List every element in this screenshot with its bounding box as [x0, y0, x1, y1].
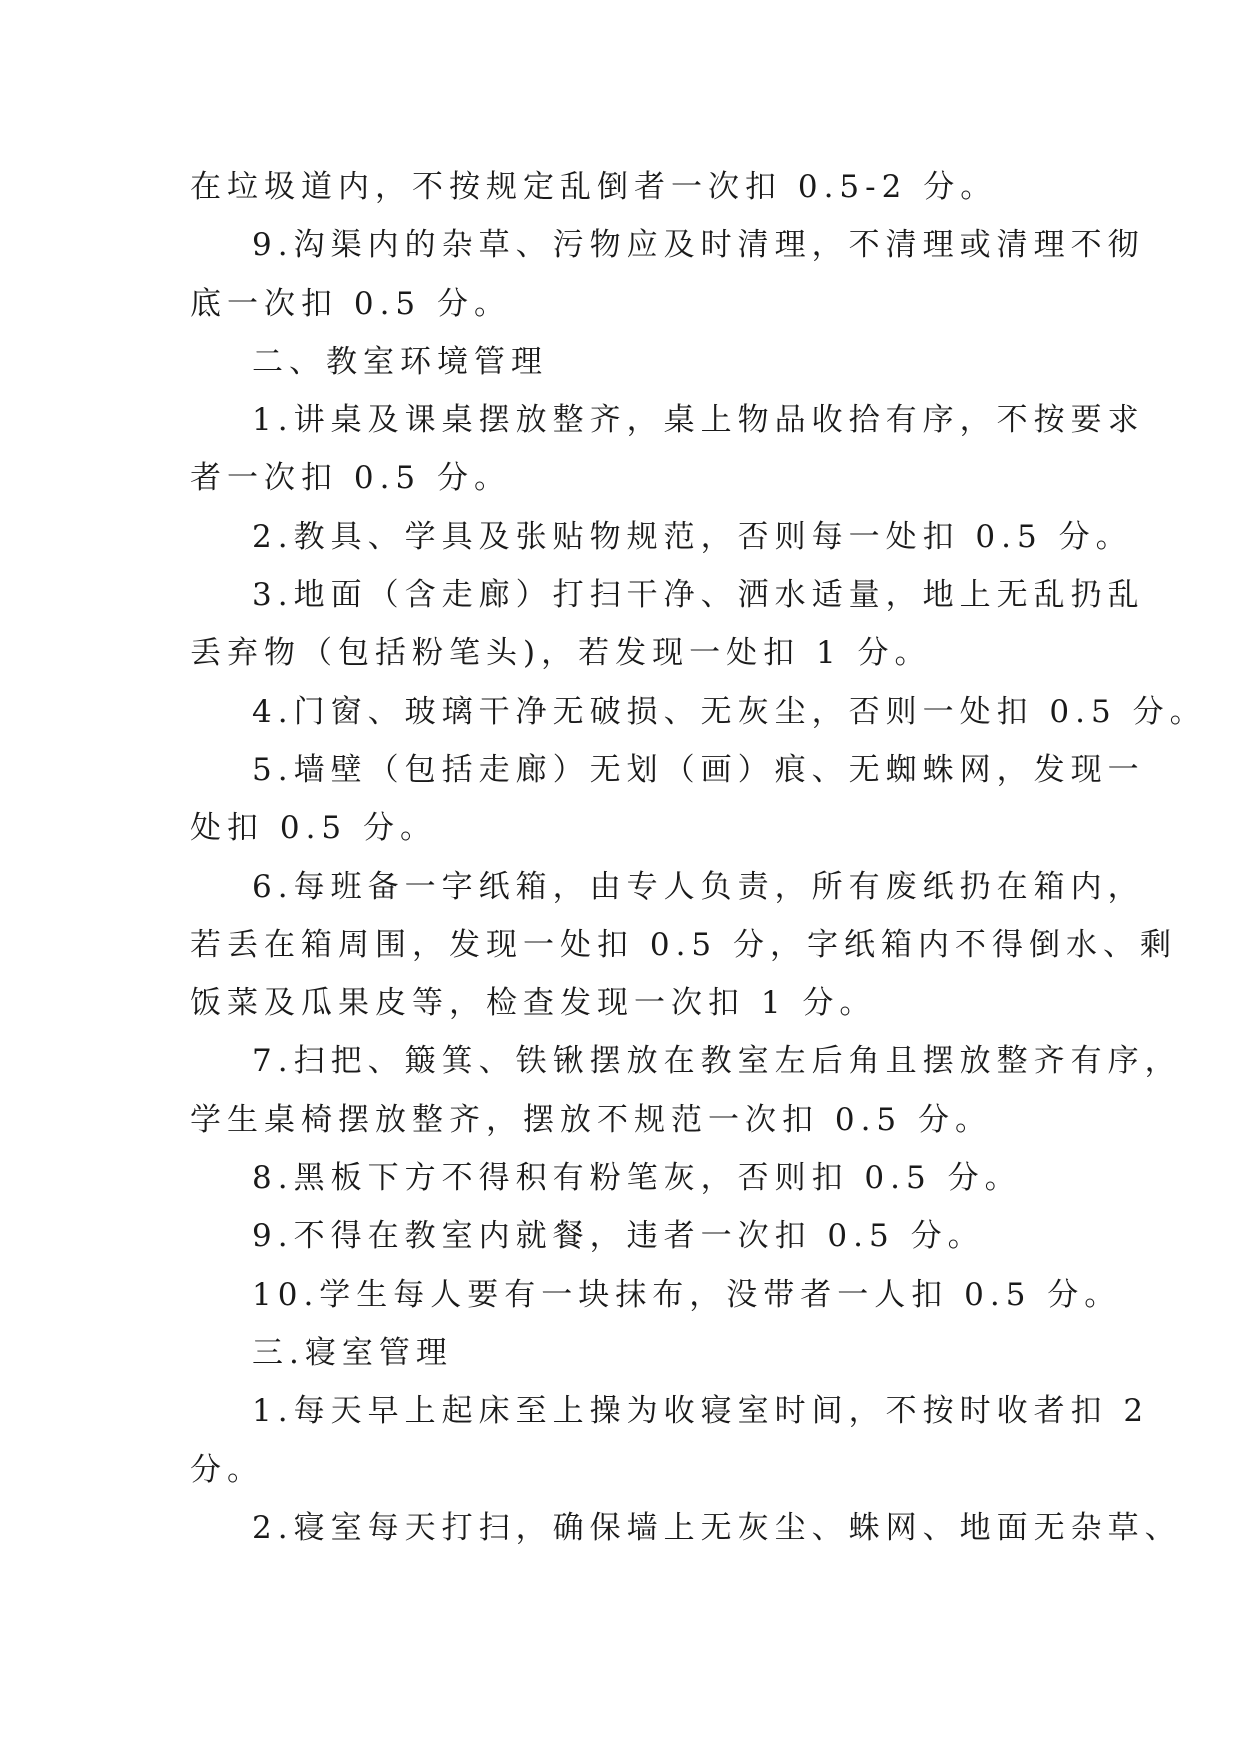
text-line: 若丢在箱周围，发现一处扣 0.5 分，字纸箱内不得倒水、剩: [190, 926, 1178, 963]
text-line: 处扣 0.5 分。: [190, 810, 438, 847]
text-line: 底一次扣 0.5 分。: [190, 285, 512, 322]
text-line: 丢弃物（包括粉笔头)，若发现一处扣 1 分。: [190, 635, 932, 672]
text-line: 1.讲桌及课桌摆放整齐，桌上物品收拾有序，不按要求: [252, 402, 1145, 439]
text-line: 9.不得在教室内就餐，违者一次扣 0.5 分。: [252, 1218, 985, 1255]
text-line: 2.寝室每天打扫，确保墙上无灰尘、蛛网、地面无杂草、: [252, 1509, 1182, 1546]
text-line: 在垃圾道内，不按规定乱倒者一次扣 0.5-2 分。: [190, 169, 998, 205]
text-line: 6.每班备一字纸箱，由专人负责，所有废纸扔在箱内，: [252, 868, 1145, 905]
text-line: 1.每天早上起床至上操为收寝室时间，不按时收者扣 2: [252, 1393, 1150, 1430]
document-body: [190, 158, 1207, 1557]
text-line: 7.扫把、簸箕、铁锹摆放在教室左后角且摆放整齐有序，: [252, 1043, 1182, 1080]
text-line: 饭菜及瓜果皮等，检查发现一次扣 1 分。: [190, 985, 877, 1022]
text-line: 3.地面（含走廊）打扫干净、洒水适量，地上无乱扔乱: [252, 577, 1145, 614]
text-line: 5.墙壁（包括走廊）无划（画）痕、无蜘蛛网，发现一: [252, 751, 1145, 788]
section-heading-classroom: 二、教室环境管理: [252, 343, 548, 380]
text-line: 学生桌椅摆放整齐，摆放不规范一次扣 0.5 分。: [190, 1101, 993, 1138]
text-line: 者一次扣 0.5 分。: [190, 460, 512, 497]
text-line: 10.学生每人要有一块抹布，没带者一人扣 0.5 分。: [252, 1276, 1122, 1313]
text-line: 8.黑板下方不得积有粉笔灰，否则扣 0.5 分。: [252, 1160, 1022, 1197]
section-heading-dormitory: 三.寝室管理: [252, 1334, 453, 1371]
text-line: 4.门窗、玻璃干净无破损、无灰尘，否则一处扣 0.5 分。: [252, 693, 1207, 730]
text-line: 分。: [190, 1451, 264, 1488]
text-line: 2.教具、学具及张贴物规范，否则每一处扣 0.5 分。: [252, 518, 1133, 555]
text-line: 9.沟渠内的杂草、污物应及时清理，不清理或清理不彻: [252, 227, 1145, 264]
